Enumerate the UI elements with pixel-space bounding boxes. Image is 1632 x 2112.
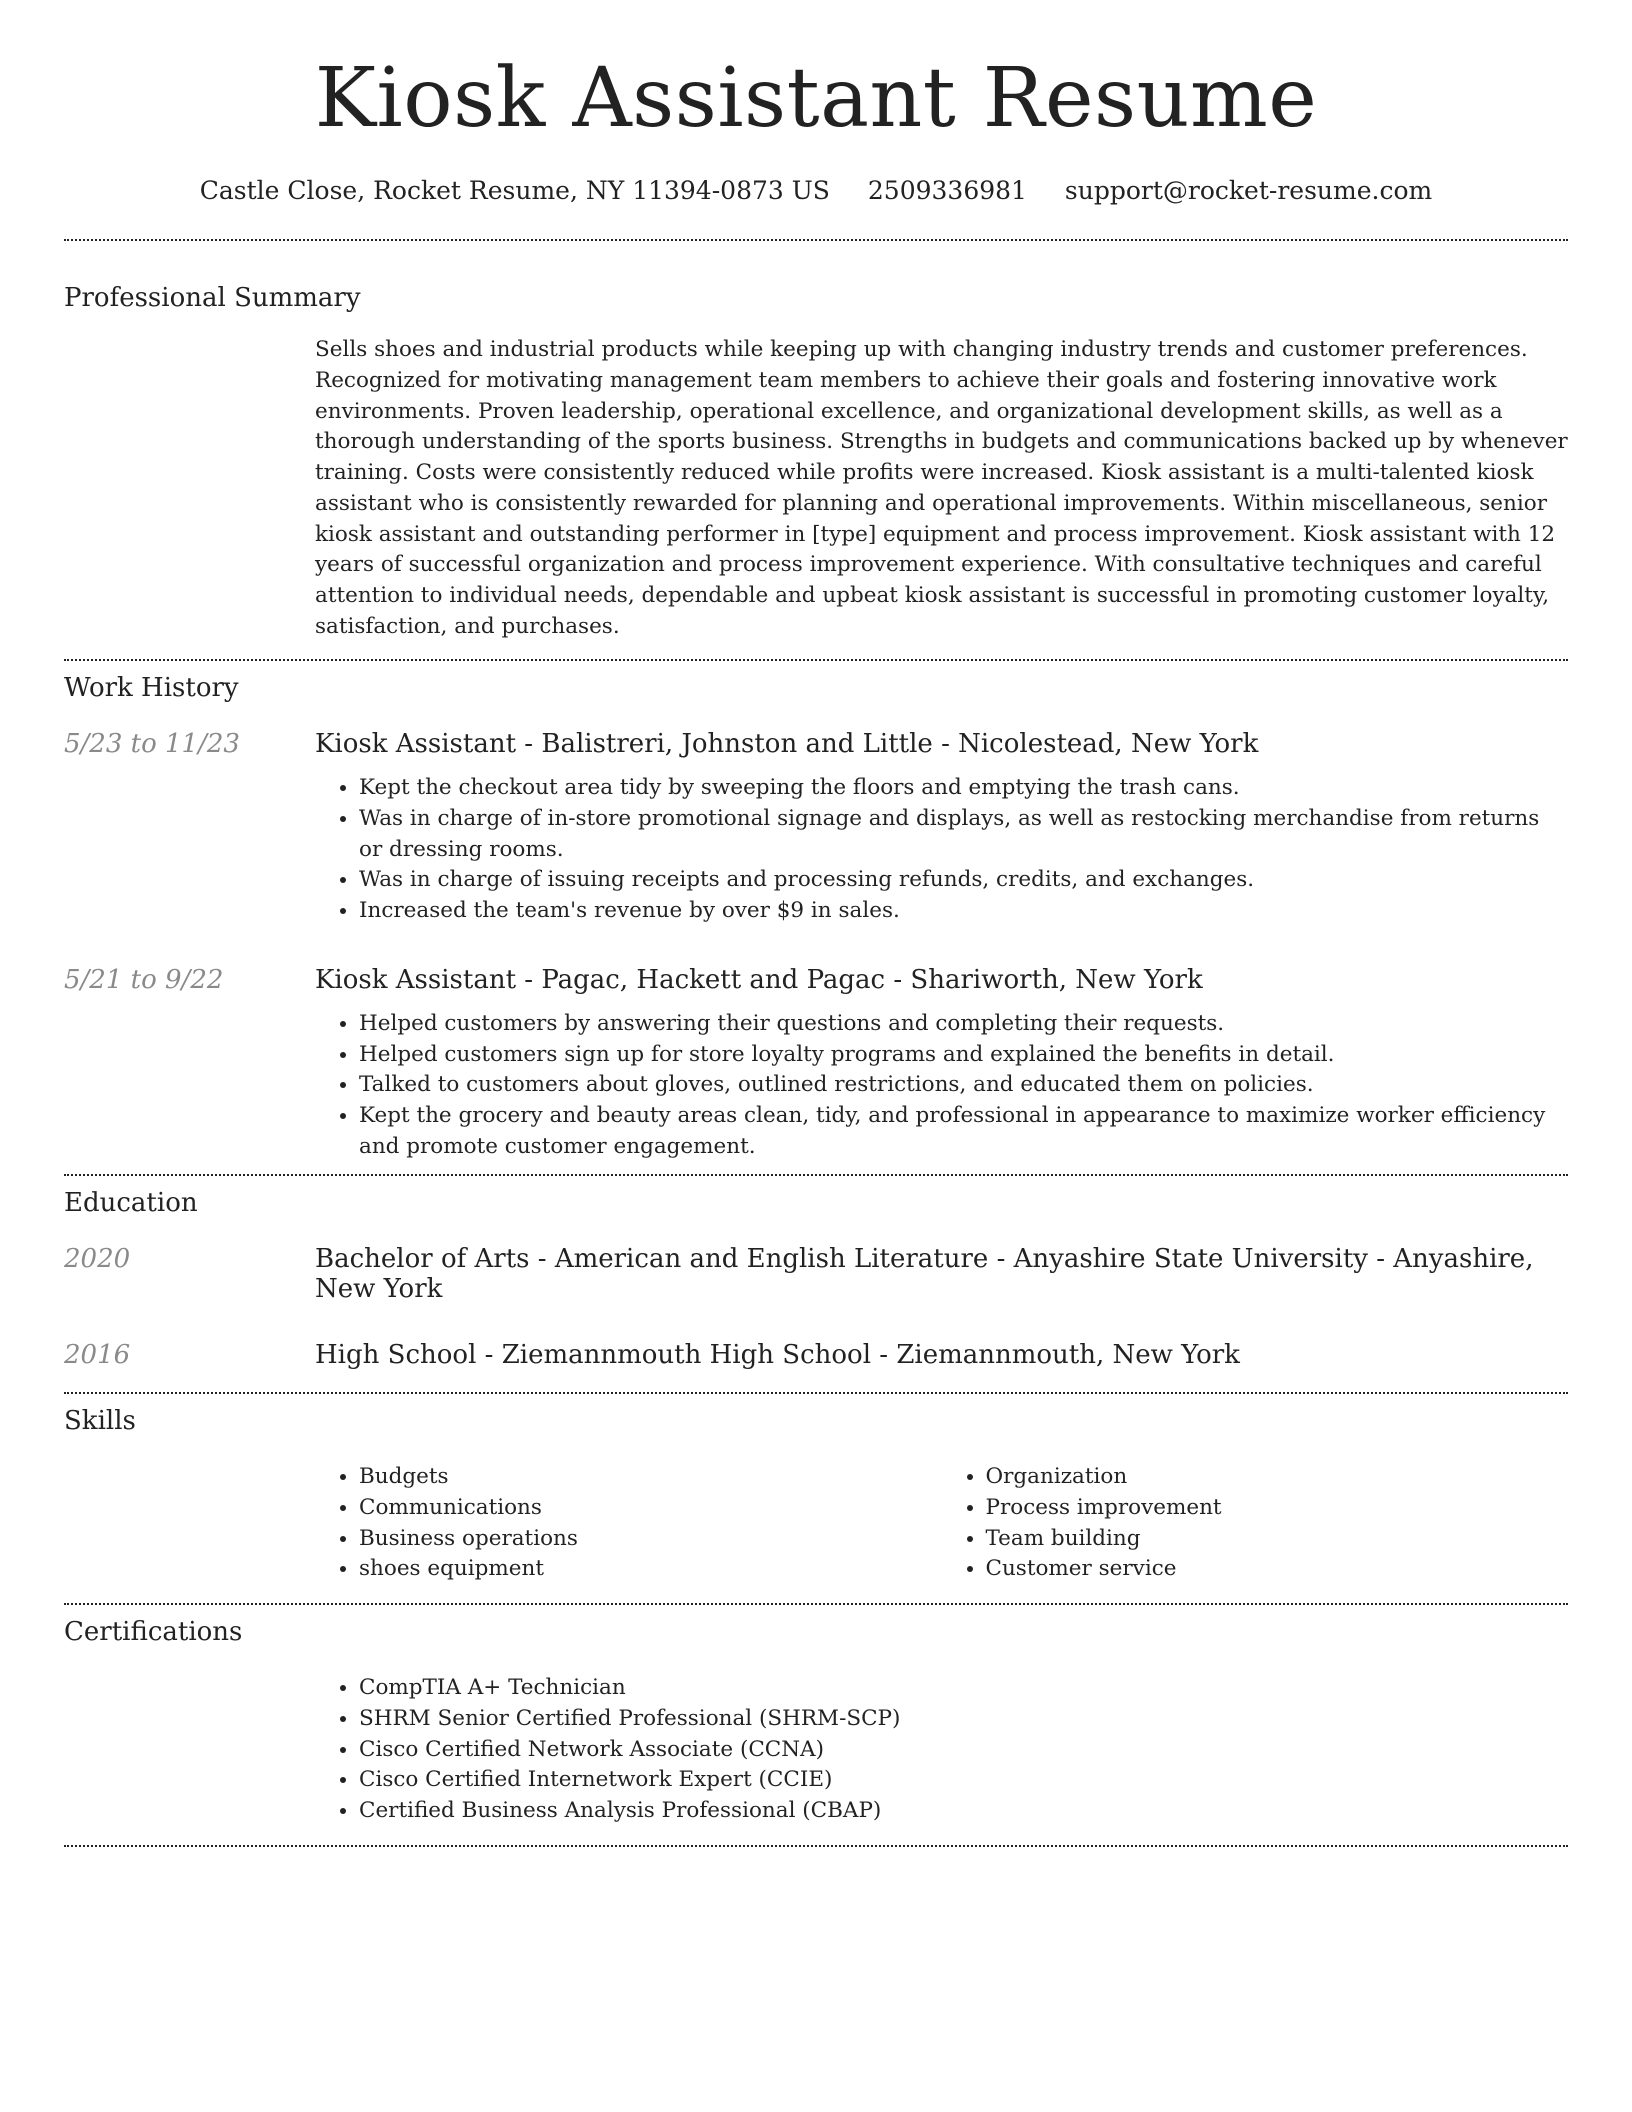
summary-text: Sells shoes and industrial products while keeping up with changing industry trends and customer preferences. Recognized for motivating management team members to achieve their goals and fostering innovative work environments. Proven leadership, operational excellence, and organizational development skills, as well as a thorough understanding of the sports business. Strengths in budgets and communications backed up by whenever training. Costs were consistently reduced while profits were increased. Kiosk assistant is a multi-talented kiosk assistant who is consistently rewarded for planning and operational improvements. Within miscellaneous, senior kiosk assistant and outstanding performer in [type] equipment and process improvement. Kiosk assistant with 12 years of successful organization and process improvement experience. With consultative techniques and careful attention to individual needs, dependable and upbeat kiosk assistant is successful in promoting customer loyalty, satisfaction, and purchases. xyxy=(315,337,1568,639)
contact-line xyxy=(0,176,1632,205)
contact-address: Castle Close, Rocket Resume, NY 11394-0873 US xyxy=(199,176,830,206)
list-item: • Helped customers sign up for store loyalty programs and explained the benefits in detail. xyxy=(359,1040,1568,1071)
job-title: Kiosk Assistant - Pagac, Hackett and Pagac - Shariworth, New York xyxy=(315,964,1203,995)
list-item: • Was in charge of issuing receipts and processing refunds, credits, and exchanges. xyxy=(359,865,1568,896)
list-item: • CompTIA A+ Technician xyxy=(359,1673,1568,1704)
list-item: • Team building xyxy=(986,1524,1569,1555)
education-year: 2016 xyxy=(64,1340,131,1371)
job-dates: 5/21 to 9/22 xyxy=(64,964,224,995)
job-bullets xyxy=(315,773,1568,927)
skills-section xyxy=(64,1394,1568,1585)
contact-phone: 2509336981 xyxy=(867,176,1027,206)
contact-email: support@rocket-resume.com xyxy=(1064,176,1433,206)
page-title: Kiosk Assistant Resume xyxy=(314,51,1318,146)
list-item: • Helped customers by answering their questions and completing their requests. xyxy=(359,1009,1568,1040)
list-item: • Cisco Certified Network Associate (CCNA) xyxy=(359,1735,1568,1766)
job-entry xyxy=(64,965,1568,1163)
skills-list-left xyxy=(315,1462,942,1585)
list-item: • Certified Business Analysis Professional (CBAP) xyxy=(359,1796,1568,1827)
job-dates: 5/23 to 11/23 xyxy=(64,729,240,760)
list-item: • Was in charge of in-store promotional signage and displays, as well as restocking merchandise from returns or dressing rooms. xyxy=(359,804,1568,865)
education-section xyxy=(64,1176,1568,1370)
section-divider xyxy=(64,1845,1568,1847)
education-title: High School - Ziemannmouth High School - Ziemannmouth, New York xyxy=(315,1340,1240,1371)
list-item: • Kept the checkout area tidy by sweeping the floors and emptying the trash cans. xyxy=(359,773,1568,804)
list-item: • Business operations xyxy=(359,1524,942,1555)
certifications-heading: Certifications xyxy=(64,1617,243,1648)
summary-section xyxy=(64,241,1568,642)
work-history-heading: Work History xyxy=(64,673,239,704)
job-entry xyxy=(64,729,1568,927)
summary-heading: Professional Summary xyxy=(64,283,361,314)
resume-header xyxy=(0,0,1632,205)
list-item: • shoes equipment xyxy=(359,1554,942,1585)
list-item: • SHRM Senior Certified Professional (SHRM-SCP) xyxy=(359,1704,1568,1735)
list-item: • Talked to customers about gloves, outlined restrictions, and educated them on policies. xyxy=(359,1070,1568,1101)
certifications-list xyxy=(315,1673,1568,1827)
education-entry xyxy=(64,1340,1568,1370)
list-item: • Organization xyxy=(986,1462,1569,1493)
education-title: Bachelor of Arts - American and English Literature - Anyashire State University - Anyashire, New York xyxy=(315,1244,1534,1305)
list-item: • Budgets xyxy=(359,1462,942,1493)
list-item: • Kept the grocery and beauty areas clean, tidy, and professional in appearance to maximize worker efficiency and promote customer engagement. xyxy=(359,1101,1568,1162)
education-entry xyxy=(64,1244,1568,1304)
list-item: • Process improvement xyxy=(986,1493,1569,1524)
education-heading: Education xyxy=(64,1188,198,1219)
list-item: • Increased the team's revenue by over $9 in sales. xyxy=(359,896,1568,927)
skills-list-right xyxy=(942,1462,1569,1585)
education-year: 2020 xyxy=(64,1244,131,1275)
job-bullets xyxy=(315,1009,1568,1163)
certifications-section xyxy=(64,1605,1568,1827)
list-item: • Cisco Certified Internetwork Expert (CCIE) xyxy=(359,1765,1568,1796)
list-item: • Communications xyxy=(359,1493,942,1524)
skills-heading: Skills xyxy=(64,1406,136,1437)
job-title: Kiosk Assistant - Balistreri, Johnston and Little - Nicolestead, New York xyxy=(315,729,1259,760)
list-item: • Customer service xyxy=(986,1554,1569,1585)
work-history-section xyxy=(64,661,1568,1162)
